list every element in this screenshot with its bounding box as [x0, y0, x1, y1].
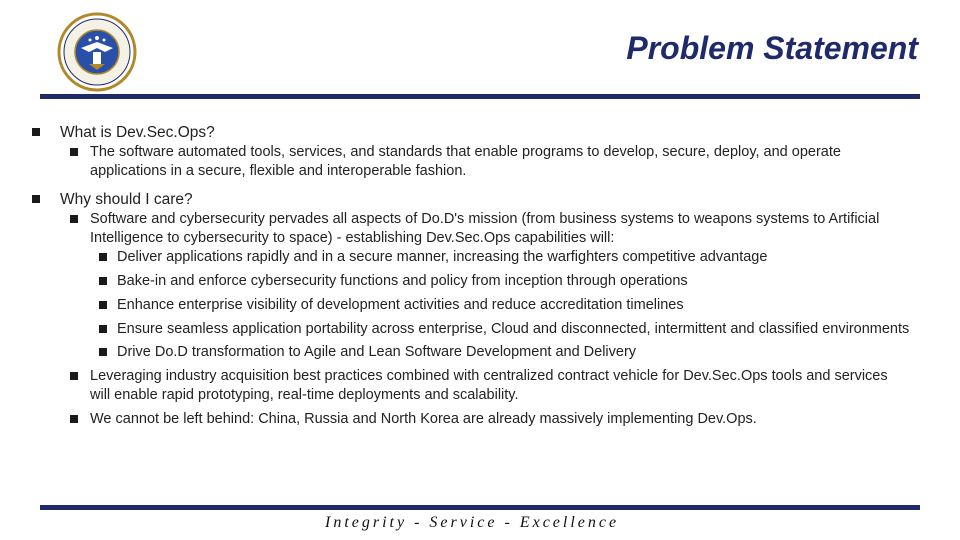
section-heading: Why should I care? — [30, 190, 910, 210]
square-bullet-icon — [70, 215, 78, 223]
square-bullet-icon — [99, 301, 107, 309]
sub-bullet-item: Enhance enterprise visibility of development activities and reduce accreditation timelines — [30, 296, 910, 315]
page-title: Problem Statement — [626, 30, 918, 66]
square-bullet-icon — [70, 372, 78, 380]
footer-divider — [40, 505, 920, 510]
sub-bullet-item: Deliver applications rapidly and in a secure manner, increasing the warfighters competitive advantage — [30, 248, 910, 267]
square-bullet-icon — [70, 415, 78, 423]
square-bullet-icon — [99, 325, 107, 333]
square-bullet-icon — [32, 128, 40, 136]
bullet-item: Software and cybersecurity pervades all aspects of Do.D's mission (from business systems to weapons systems to Artificial Intelligence to cybersecurity to space) - establishing Dev.Sec.Ops capabilities will: — [30, 210, 910, 248]
bullet-item: Leveraging industry acquisition best practices combined with centralized contract vehicle for Dev.Sec.Ops tools and services will enable rapid prototyping, real-time deployments and scalability. — [30, 367, 910, 405]
square-bullet-icon — [99, 348, 107, 356]
header-divider — [40, 94, 920, 99]
bullet-item: The software automated tools, services, and standards that enable programs to develop, secure, deploy, and operate applications in a secure, flexible and interoperable fashion. — [30, 143, 910, 181]
sub-bullet-item: Drive Do.D transformation to Agile and Lean Software Development and Delivery — [30, 343, 910, 362]
air-force-seal — [55, 12, 139, 92]
square-bullet-icon — [32, 195, 40, 203]
sub-bullet-item: Bake-in and enforce cybersecurity functions and policy from inception through operations — [30, 272, 910, 291]
square-bullet-icon — [99, 277, 107, 285]
sub-bullet-item: Ensure seamless application portability across enterprise, Cloud and disconnected, intermittent and classified environments — [30, 320, 910, 339]
slide-content — [30, 120, 910, 429]
section-heading: What is Dev.Sec.Ops? — [30, 123, 910, 143]
square-bullet-icon — [99, 253, 107, 261]
footer-motto: Integrity - Service - Excellence — [325, 514, 620, 531]
bullet-item: We cannot be left behind: China, Russia and North Korea are already massively implementing Dev.Ops. — [30, 410, 910, 429]
square-bullet-icon — [70, 148, 78, 156]
